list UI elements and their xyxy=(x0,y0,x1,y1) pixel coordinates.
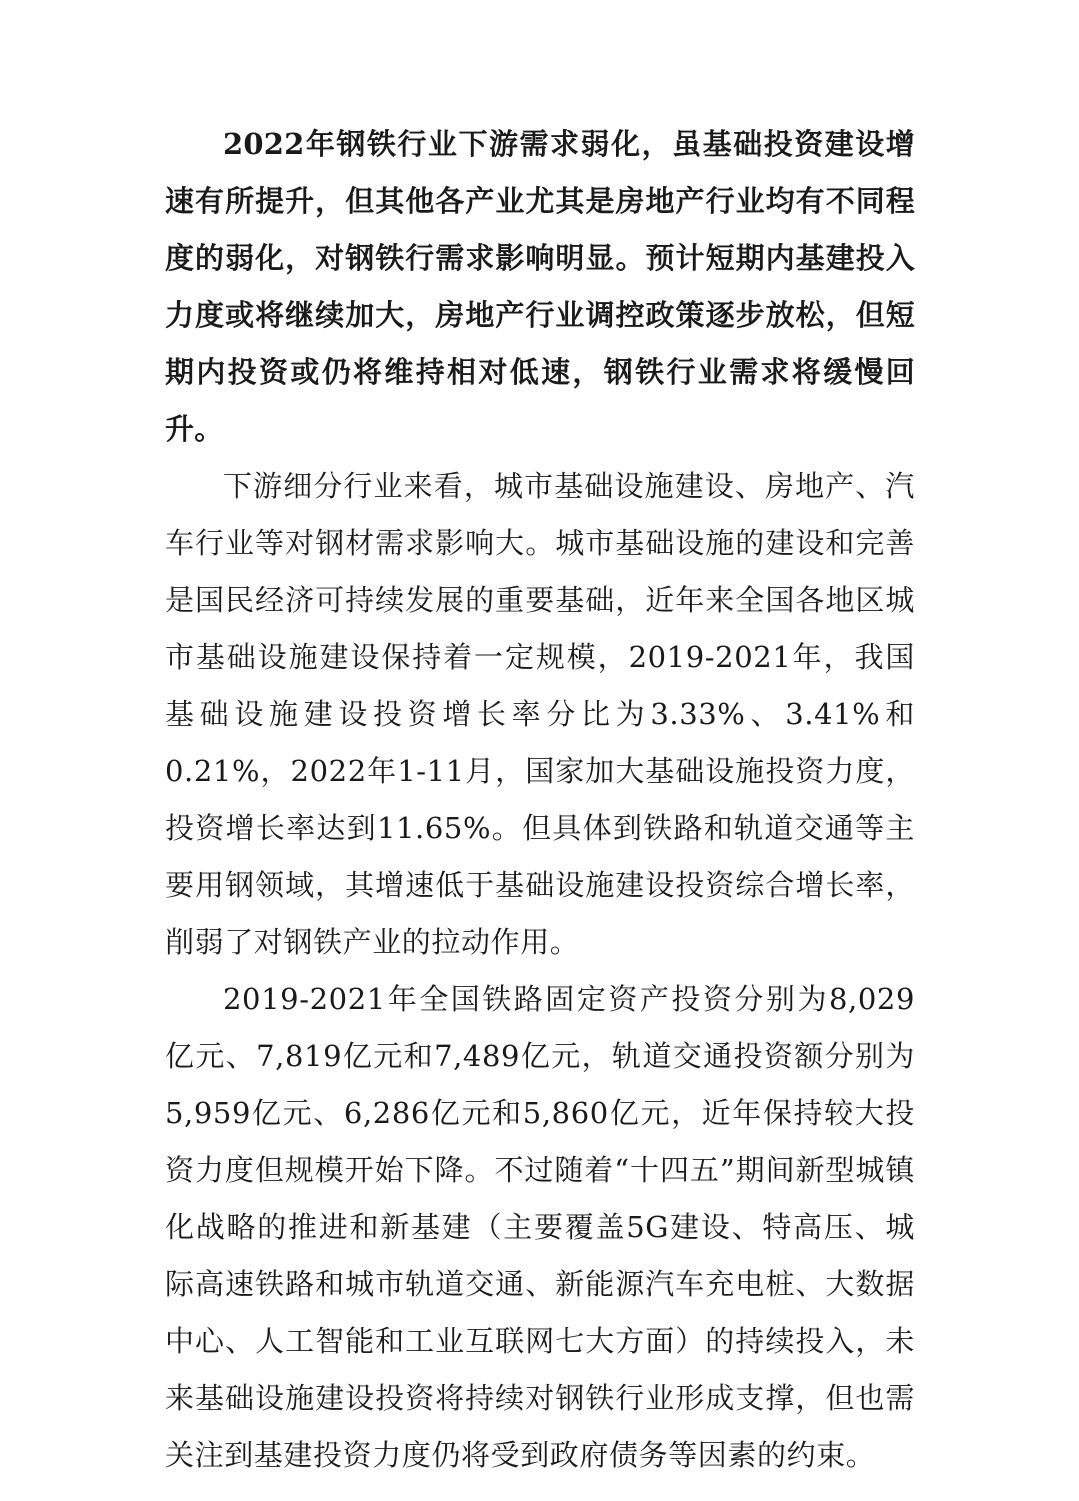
paragraph-railway-investment: 2019-2021年全国铁路固定资产投资分别为8,029亿元、7,819亿元和7,489亿元，轨道交通投资额分别为5,959亿元、6,286亿元和5,860亿元，近年保持较大投资力度但规模开始下降。不过随着“十四五”期间新型城镇化战略的推进和新基建（主要覆盖5G建设、特高压、城际高速铁路和城市轨道交通、新能源汽车充电桩、大数据中心、人工智能和工业互联网七大方面）的持续投入，未来基础设施建设投资将持续对钢铁行业形成支撑，但也需关注到基建投资力度仍将受到政府债务等因素的约束。 xyxy=(165,982,915,1472)
paragraph-downstream-industries: 下游细分行业来看，城市基础设施建设、房地产、汽车行业等对钢材需求影响大。城市基础设施的建设和完善是国民经济可持续发展的重要基础，近年来全国各地区城市基础设施建设保持着一定规模，2019-2021年，我国基础设施建设投资增长率分比为3.33%、3.41%和0.21%，2022年1-11月，国家加大基础设施投资力度，投资增长率达到11.65%。但具体到铁路和轨道交通等主要用钢领域，其增速低于基础设施建设投资综合增长率，削弱了对钢铁产业的拉动作用。 xyxy=(165,469,915,959)
paragraph-summary: 2022年钢铁行业下游需求弱化，虽基础投资建设增速有所提升，但其他各产业尤其是房地产行业均有不同程度的弱化，对钢铁行需求影响明显。预计短期内基建投入力度或将继续加大，房地产行业调控政策逐步放松，但短期内投资或仍将维持相对低速，钢铁行业需求将缓慢回升。 xyxy=(165,127,915,446)
document-body xyxy=(165,116,915,1484)
